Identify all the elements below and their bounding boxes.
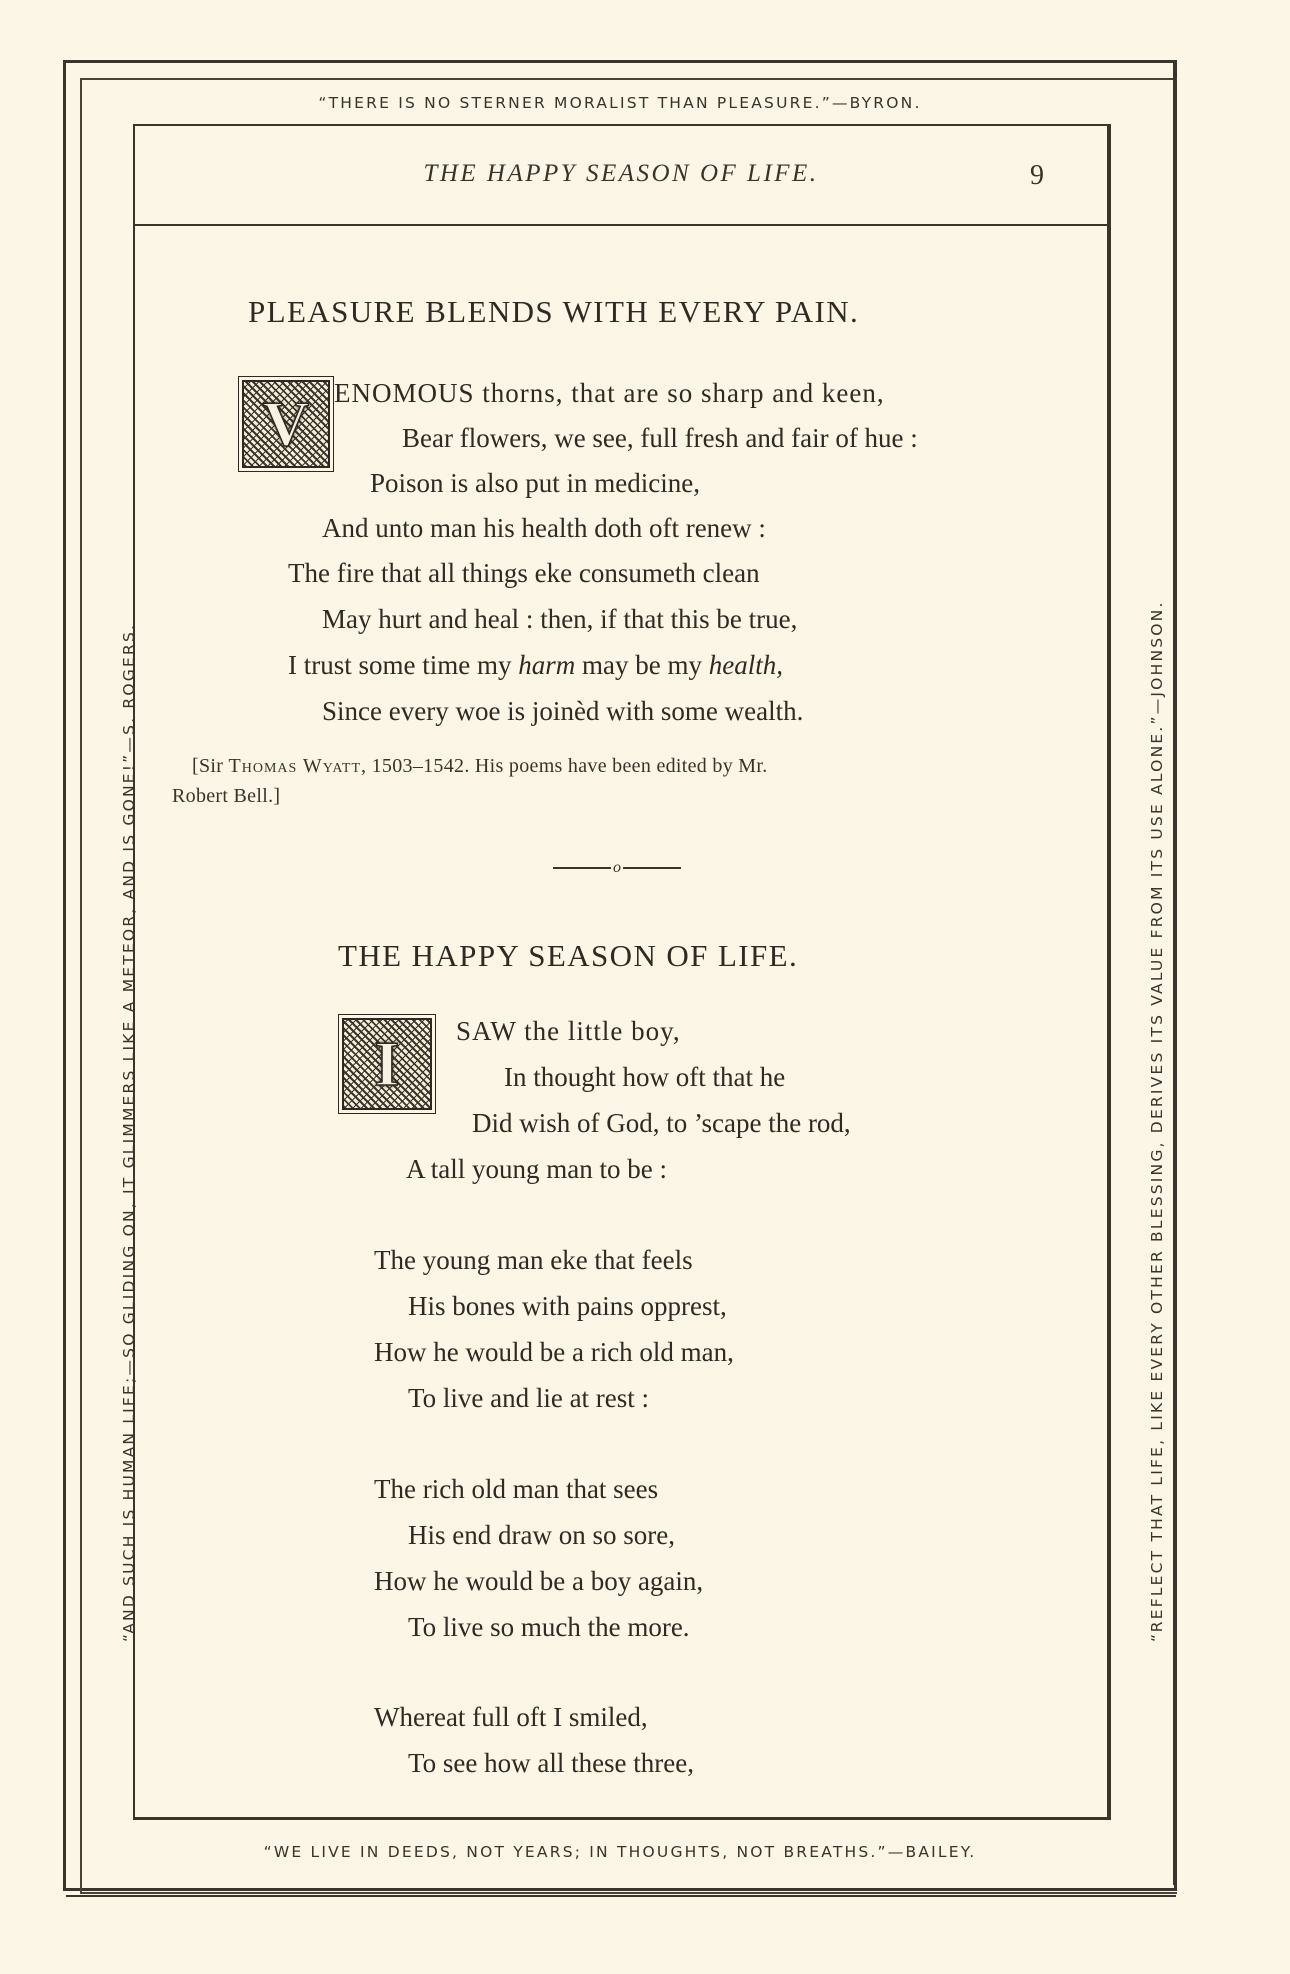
poem-line: How he would be a rich old man, xyxy=(374,1337,734,1367)
attribution-open: [Sir xyxy=(192,755,229,777)
drop-cap-letter: V xyxy=(262,388,310,459)
attribution-author: Thomas Wyatt xyxy=(228,755,362,777)
border-quote-top: “THERE IS NO STERNER MORALIST THAN PLEASURE.”—BYRON. xyxy=(318,94,922,112)
divider-bar xyxy=(553,867,611,869)
poem-line: And unto man his health doth oft renew : xyxy=(322,513,766,543)
poem-line: In thought how oft that he xyxy=(504,1062,786,1092)
poem-line: To see how all these three, xyxy=(408,1748,695,1778)
attribution-note-line2: Robert Bell.] xyxy=(172,785,281,807)
drop-cap-i xyxy=(342,1018,432,1110)
border-quote-left: “AND SUCH IS HUMAN LIFE;—SO GLIDING ON, IT GLIMMERS LIKE A METEOR, AND IS GONE!”—S. ROGERS. xyxy=(120,622,138,1642)
poem-line: His end draw on so sore, xyxy=(408,1520,675,1550)
poem-line: The rich old man that sees xyxy=(374,1474,659,1504)
poem-line-text: I trust some time my xyxy=(288,650,519,680)
poem-line: How he would be a boy again, xyxy=(374,1566,704,1596)
running-title: THE HAPPY SEASON OF LIFE. xyxy=(423,160,819,187)
poem-line-italic: harm xyxy=(518,650,576,680)
border-quote-right: “REFLECT THAT LIFE, LIKE EVERY OTHER BLESSING, DERIVES ITS VALUE FROM ITS USE ALONE.”—JOHNSON. xyxy=(1148,600,1166,1642)
poem-line: Bear flowers, we see, full fresh and fair of hue : xyxy=(402,423,918,453)
drop-cap-letter: I xyxy=(374,1028,400,1099)
poem-line: A tall young man to be : xyxy=(406,1154,667,1184)
outer-frame-right-shadow xyxy=(1173,62,1176,1885)
poem-line: May hurt and heal : then, if that this be true, xyxy=(322,604,798,634)
drop-cap-ornament xyxy=(244,382,328,466)
poem-line: Did wish of God, to ’scape the rod, xyxy=(472,1108,851,1138)
attribution-rest: , 1503–1542. His poems have been edited by Mr. xyxy=(361,755,768,777)
border-quote-bottom: “WE LIVE IN DEEDS, NOT YEARS; IN THOUGHTS, NOT BREATHS.”—BAILEY. xyxy=(263,1843,977,1861)
poem-line: To live so much the more. xyxy=(408,1612,690,1642)
poem-line: SAW the little boy, xyxy=(456,1016,681,1046)
section-divider xyxy=(552,858,682,878)
header-rule xyxy=(133,224,1109,226)
drop-cap-v xyxy=(242,380,330,468)
poem-line-italic: health, xyxy=(708,650,783,680)
poem-line: ENOMOUS thorns, that are so sharp and keen, xyxy=(334,378,885,408)
poem-line: Since every woe is joinèd with some wealth. xyxy=(322,696,804,726)
poem-title-happy-season: THE HAPPY SEASON OF LIFE. xyxy=(338,938,799,973)
outer-frame-bottom-shadow xyxy=(66,1895,1176,1897)
page-number: 9 xyxy=(1030,160,1044,191)
poem-line xyxy=(288,650,783,681)
drop-cap-ornament xyxy=(344,1020,430,1108)
poem-title-pleasure: PLEASURE BLENDS WITH EVERY PAIN. xyxy=(248,294,860,329)
divider-mark: o xyxy=(613,859,621,876)
poem-line: The fire that all things eke consumeth clean xyxy=(288,558,760,588)
poem-line-text: may be my xyxy=(575,650,709,680)
poem-line: To live and lie at rest : xyxy=(408,1383,650,1413)
attribution-note xyxy=(192,755,768,778)
poem-line: Poison is also put in medicine, xyxy=(370,468,700,498)
poem-line: His bones with pains opprest, xyxy=(408,1291,727,1321)
divider-bar xyxy=(623,867,681,869)
poem-line: Whereat full oft I smiled, xyxy=(374,1702,648,1732)
poem-line: The young man eke that feels xyxy=(374,1245,693,1275)
